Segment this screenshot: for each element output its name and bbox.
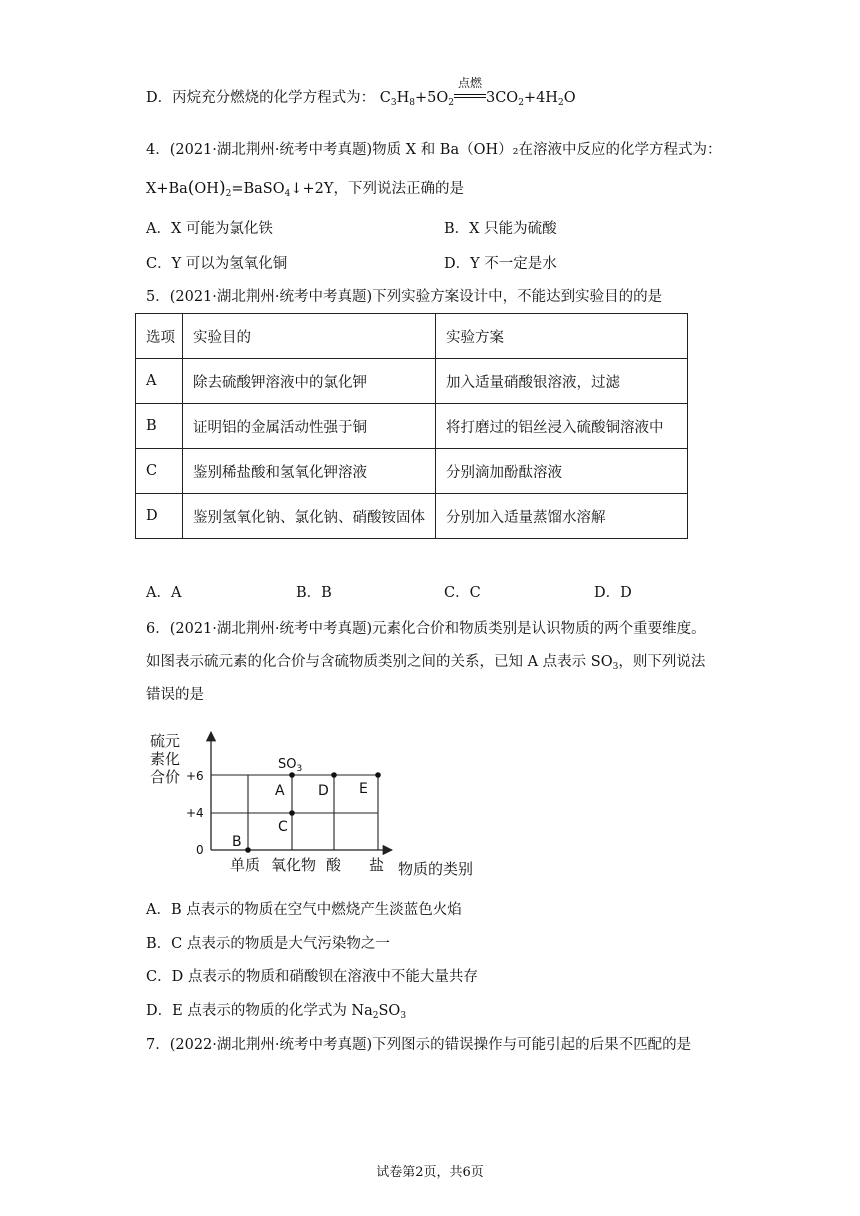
x-category-label: 氧化物: [271, 856, 317, 874]
q5-option-d: D．D: [594, 585, 632, 601]
point-label-b: B: [232, 834, 242, 850]
table-row: [136, 494, 688, 539]
point-label-a: A: [275, 783, 285, 799]
table-header-cell: 选项: [136, 314, 183, 359]
table-cell: 将打磨过的铝丝浸入硫酸铜溶液中: [436, 404, 688, 449]
q6-option-b: B．C 点表示的物质是大气污染物之一: [146, 936, 390, 952]
q6-option-d-text: D．E 点表示的物质的化学式为 Na: [146, 1003, 373, 1019]
x-category-label: 单质: [230, 856, 261, 874]
q4-equation: $X+Ba(OH)_2=BaSO_4↓+2Y$: [146, 178, 334, 199]
point-e: [375, 772, 381, 778]
propane-equation: $C_3H_8+5O_2$ 点燃 $3CO_2+4H_2O$: [380, 90, 576, 106]
sulfur-valence-diagram: [0, 722, 860, 892]
point-c: [289, 810, 295, 816]
table-cell: 鉴别稀盐酸和氢氧化钾溶液: [183, 449, 436, 494]
q5-option-c: C．C: [444, 585, 481, 601]
q5-option-b: B．B: [296, 585, 332, 601]
q6-stem-line1: 6．(2021·湖北荆州·统考中考真题)元素化合价和物质类别是认识物质的两个重要维度。: [146, 621, 706, 637]
q5-option-a: A．A: [146, 585, 182, 601]
q6-option-d: D．E 点表示的物质的化学式为 $Na_2SO_3$: [146, 1003, 407, 1021]
q4-stem: 4．(2021·湖北荆州·统考中考真题)物质 X 和 Ba（OH）₂在溶液中反应的化学方程式为：: [146, 142, 722, 158]
table-row: [136, 449, 688, 494]
point-label-e: E: [359, 781, 368, 797]
point-label-c: C: [278, 819, 288, 835]
q5-table: [135, 313, 688, 539]
table-cell: 鉴别氢氧化钠、氯化钠、硝酸铵固体: [183, 494, 436, 539]
point-label-d: D: [318, 783, 329, 799]
q4-option-c: C．Y 可以为氢氧化铜: [146, 256, 288, 272]
table-header-row: [136, 314, 688, 359]
so3-label-text: SO: [278, 757, 297, 772]
q6-stem-line3: 错误的是: [146, 687, 204, 703]
table-header-cell: 实验目的: [183, 314, 436, 359]
point-b: [245, 847, 251, 853]
table-cell: D: [136, 494, 183, 539]
point-d: [331, 772, 337, 778]
table-cell: B: [136, 404, 183, 449]
q4-option-b: B．X 只能为硫酸: [444, 221, 557, 237]
q4-equation-line: [146, 178, 464, 204]
table-row: [136, 359, 688, 404]
q5-stem: 5．(2021·湖北荆州·统考中考真题)下列实验方案设计中，不能达到实验目的的是: [146, 289, 663, 305]
q3-option-d: [146, 76, 576, 113]
q4-equation-tail: ，下列说法正确的是: [333, 181, 464, 197]
q6-option-c: C．D 点表示的物质和硝酸钡在溶液中不能大量共存: [146, 969, 478, 985]
table-cell: 除去硫酸钾溶液中的氯化钾: [183, 359, 436, 404]
x-axis-label: 物质的类别: [398, 860, 474, 878]
y-axis-label-line: 合价: [150, 768, 181, 786]
table-header-cell: 实验方案: [436, 314, 688, 359]
q6-stem-line2: 如图表示硫元素的化合价与含硫物质类别之间的关系，已知 A 点表示 $SO_3$，则下列说法: [146, 654, 706, 672]
y-axis-label-line: 素化: [150, 750, 181, 768]
x-category-label: 酸: [326, 856, 342, 874]
q6-stem-line2-text: 如图表示硫元素的化合价与含硫物质类别之间的关系，已知 A 点表示 SO: [146, 654, 613, 670]
q4-option-a: A．X 可能为氯化铁: [146, 221, 273, 237]
q4-option-d: D．Y 不一定是水: [444, 256, 557, 272]
so3-label-sub: 3: [296, 764, 303, 774]
table-row: [136, 404, 688, 449]
q6-option-d-formula: SO: [378, 1003, 401, 1019]
q7-stem: 7．(2022·湖北荆州·统考中考真题)下列图示的错误操作与可能引起的后果不匹配的是: [146, 1037, 692, 1053]
x-category-label: 盐: [369, 856, 385, 874]
table-cell: 证明铝的金属活动性强于铜: [183, 404, 436, 449]
table-cell: A: [136, 359, 183, 404]
table-cell: 加入适量硝酸银溶液，过滤: [436, 359, 688, 404]
page-footer: 试卷第2页，共6页: [376, 1165, 484, 1180]
y-tick-label: +4: [186, 806, 204, 820]
y-axis-label-line: 硫元: [150, 732, 181, 750]
q6-option-a: A．B 点表示的物质在空气中燃烧产生淡蓝色火焰: [146, 902, 462, 918]
point-a: [289, 772, 295, 778]
equation-condition: 点燃: [457, 76, 482, 90]
table-cell: 分别加入适量蒸馏水溶解: [436, 494, 688, 539]
y-tick-label: 0: [196, 843, 204, 857]
table-cell: 分别滴加酚酞溶液: [436, 449, 688, 494]
q6-stem-line2-suffix: ，则下列说法: [618, 654, 706, 670]
so3-label: [278, 757, 302, 774]
y-tick-label: +6: [186, 769, 204, 783]
table-cell: C: [136, 449, 183, 494]
q3-option-d-text: D．丙烷充分燃烧的化学方程式为：: [146, 90, 376, 106]
